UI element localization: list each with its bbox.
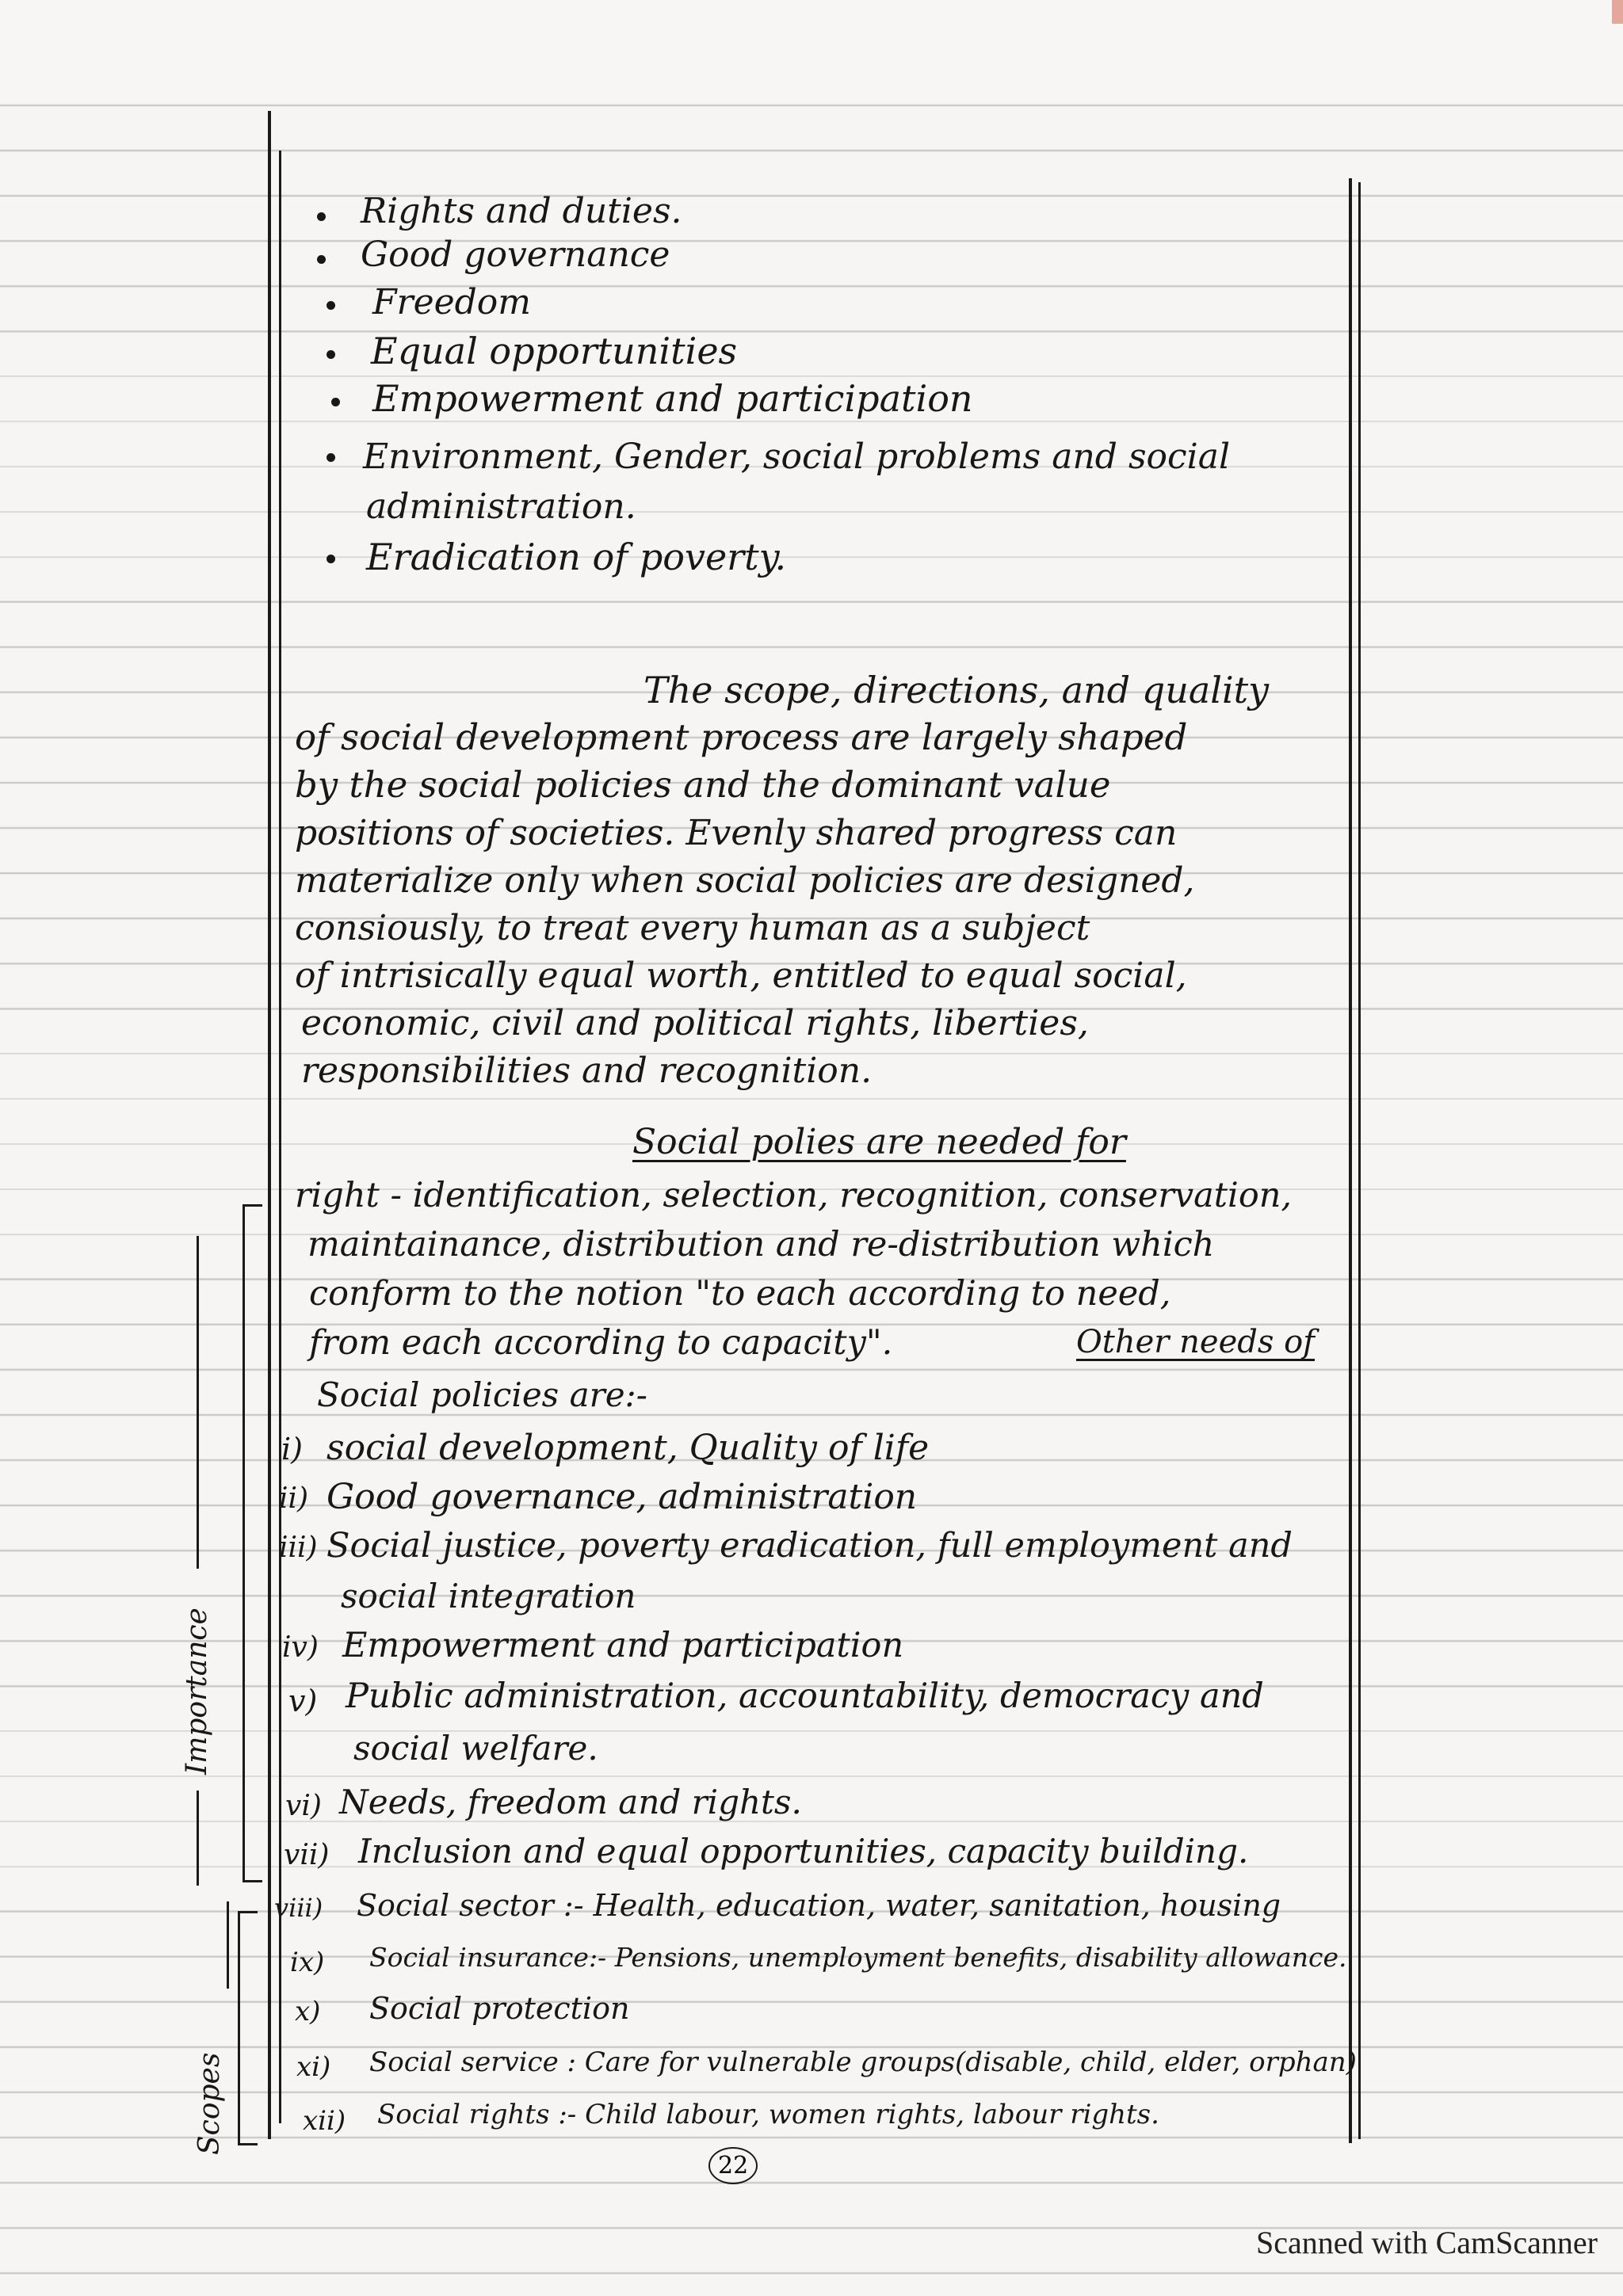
list-number: ix) (290, 1947, 325, 1978)
list-item-continued: social integration (341, 1577, 636, 1615)
social-policies-heading: Social polies are needed for (632, 1122, 1126, 1162)
page-number: 22 (708, 2147, 758, 2184)
paragraph-line: The scope, directions, and quality (643, 669, 1270, 711)
paragraph-line: Social policies are:- (317, 1375, 647, 1414)
paragraph-line: right - identification, selection, recognition, conservation, (295, 1176, 1293, 1215)
list-item: Social insurance:- Pensions, unemployment benefits, disability allowance. (369, 1942, 1347, 1973)
scanner-watermark: Scanned with CamScanner (1256, 2225, 1598, 2260)
scopes-label: Scopes (193, 2052, 226, 2155)
importance-arrow-line (197, 1236, 199, 1569)
list-item: Inclusion and equal opportunities, capacity building. (358, 1832, 1249, 1871)
list-number: vi) (285, 1790, 322, 1822)
bullet-dot (327, 301, 335, 310)
left-margin-line-inner (279, 151, 281, 2123)
bullet-item: Freedom (372, 282, 532, 322)
list-number: viii) (274, 1893, 323, 1923)
right-margin-line-inner (1358, 182, 1361, 2139)
list-number: iv) (282, 1631, 319, 1664)
list-item: Social justice, poverty eradication, full employment and (327, 1526, 1293, 1566)
paragraph-line: by the social policies and the dominant value (295, 764, 1111, 806)
paragraph-line: economic, civil and political rights, liberties, (301, 1003, 1089, 1043)
list-number: x) (295, 1996, 321, 2027)
bullet-item: Equal opportunities (371, 330, 738, 372)
bullet-item: Eradication of poverty. (366, 536, 787, 578)
list-number: v) (288, 1684, 318, 1718)
importance-bracket (242, 1204, 262, 1882)
corner-mark (1612, 0, 1623, 24)
bullet-item: Good governance (361, 235, 670, 275)
importance-arrow-line-lower (197, 1791, 199, 1886)
list-item: Good governance, administration (327, 1477, 918, 1517)
list-item: Empowerment and participation (342, 1626, 904, 1665)
paragraph-line: of intrisically equal worth, entitled to equal social, (295, 955, 1187, 996)
list-item: Social sector :- Health, education, water, sanitation, housing (357, 1888, 1281, 1923)
list-number: xi) (296, 2051, 331, 2083)
importance-label: Importance (181, 1608, 213, 1775)
bullet-dot (327, 453, 335, 462)
bullet-dot (317, 212, 326, 221)
paragraph-line: positions of societies. Evenly shared progress can (295, 813, 1178, 853)
paragraph-line: responsibilities and recognition. (301, 1051, 873, 1091)
bullet-dot (331, 398, 340, 406)
bullet-item: Environment, Gender, social problems and social (363, 437, 1231, 477)
list-number: xii) (303, 2105, 346, 2137)
list-number: iii) (279, 1531, 318, 1564)
list-item: Public administration, accountability, democracy and (346, 1676, 1264, 1716)
paragraph-line: maintainance, distribution and re-distribution which (307, 1225, 1215, 1264)
page-top-margin (0, 0, 1623, 101)
list-number: ii) (279, 1482, 309, 1515)
paragraph-line: consiously, to treat every human as a subject (295, 908, 1090, 948)
bullet-item: Rights and duties. (361, 191, 682, 231)
list-item: social development, Quality of life (327, 1428, 930, 1468)
list-number: vii) (284, 1839, 330, 1871)
scopes-bracket (238, 1911, 258, 2145)
list-number: i) (281, 1432, 303, 1466)
bullet-item: Empowerment and participation (372, 377, 973, 420)
paragraph-line: of social development process are largely shaped (295, 716, 1188, 758)
right-margin-line (1349, 178, 1352, 2143)
paragraph-line: materialize only when social policies are designed, (295, 860, 1195, 901)
bullet-dot (327, 350, 335, 359)
list-item: Needs, freedom and rights. (339, 1783, 802, 1821)
paragraph-line: from each according to capacity". (309, 1323, 893, 1363)
left-margin-line (268, 111, 271, 2139)
other-needs-heading: Other needs of (1076, 1324, 1315, 1360)
bullet-dot (317, 255, 326, 264)
list-item: Social rights :- Child labour, women rights, labour rights. (377, 2099, 1159, 2130)
bullet-dot (327, 555, 335, 563)
paragraph-line: conform to the notion "to each according to need, (309, 1274, 1171, 1314)
scopes-arrow-line (227, 1901, 229, 1989)
list-item: Social service : Care for vulnerable groups(disable, child, elder, orphan) (369, 2046, 1357, 2078)
list-item-continued: social welfare. (353, 1729, 598, 1768)
list-item: Social protection (369, 1991, 630, 2026)
bullet-item-continued: administration. (366, 486, 636, 527)
